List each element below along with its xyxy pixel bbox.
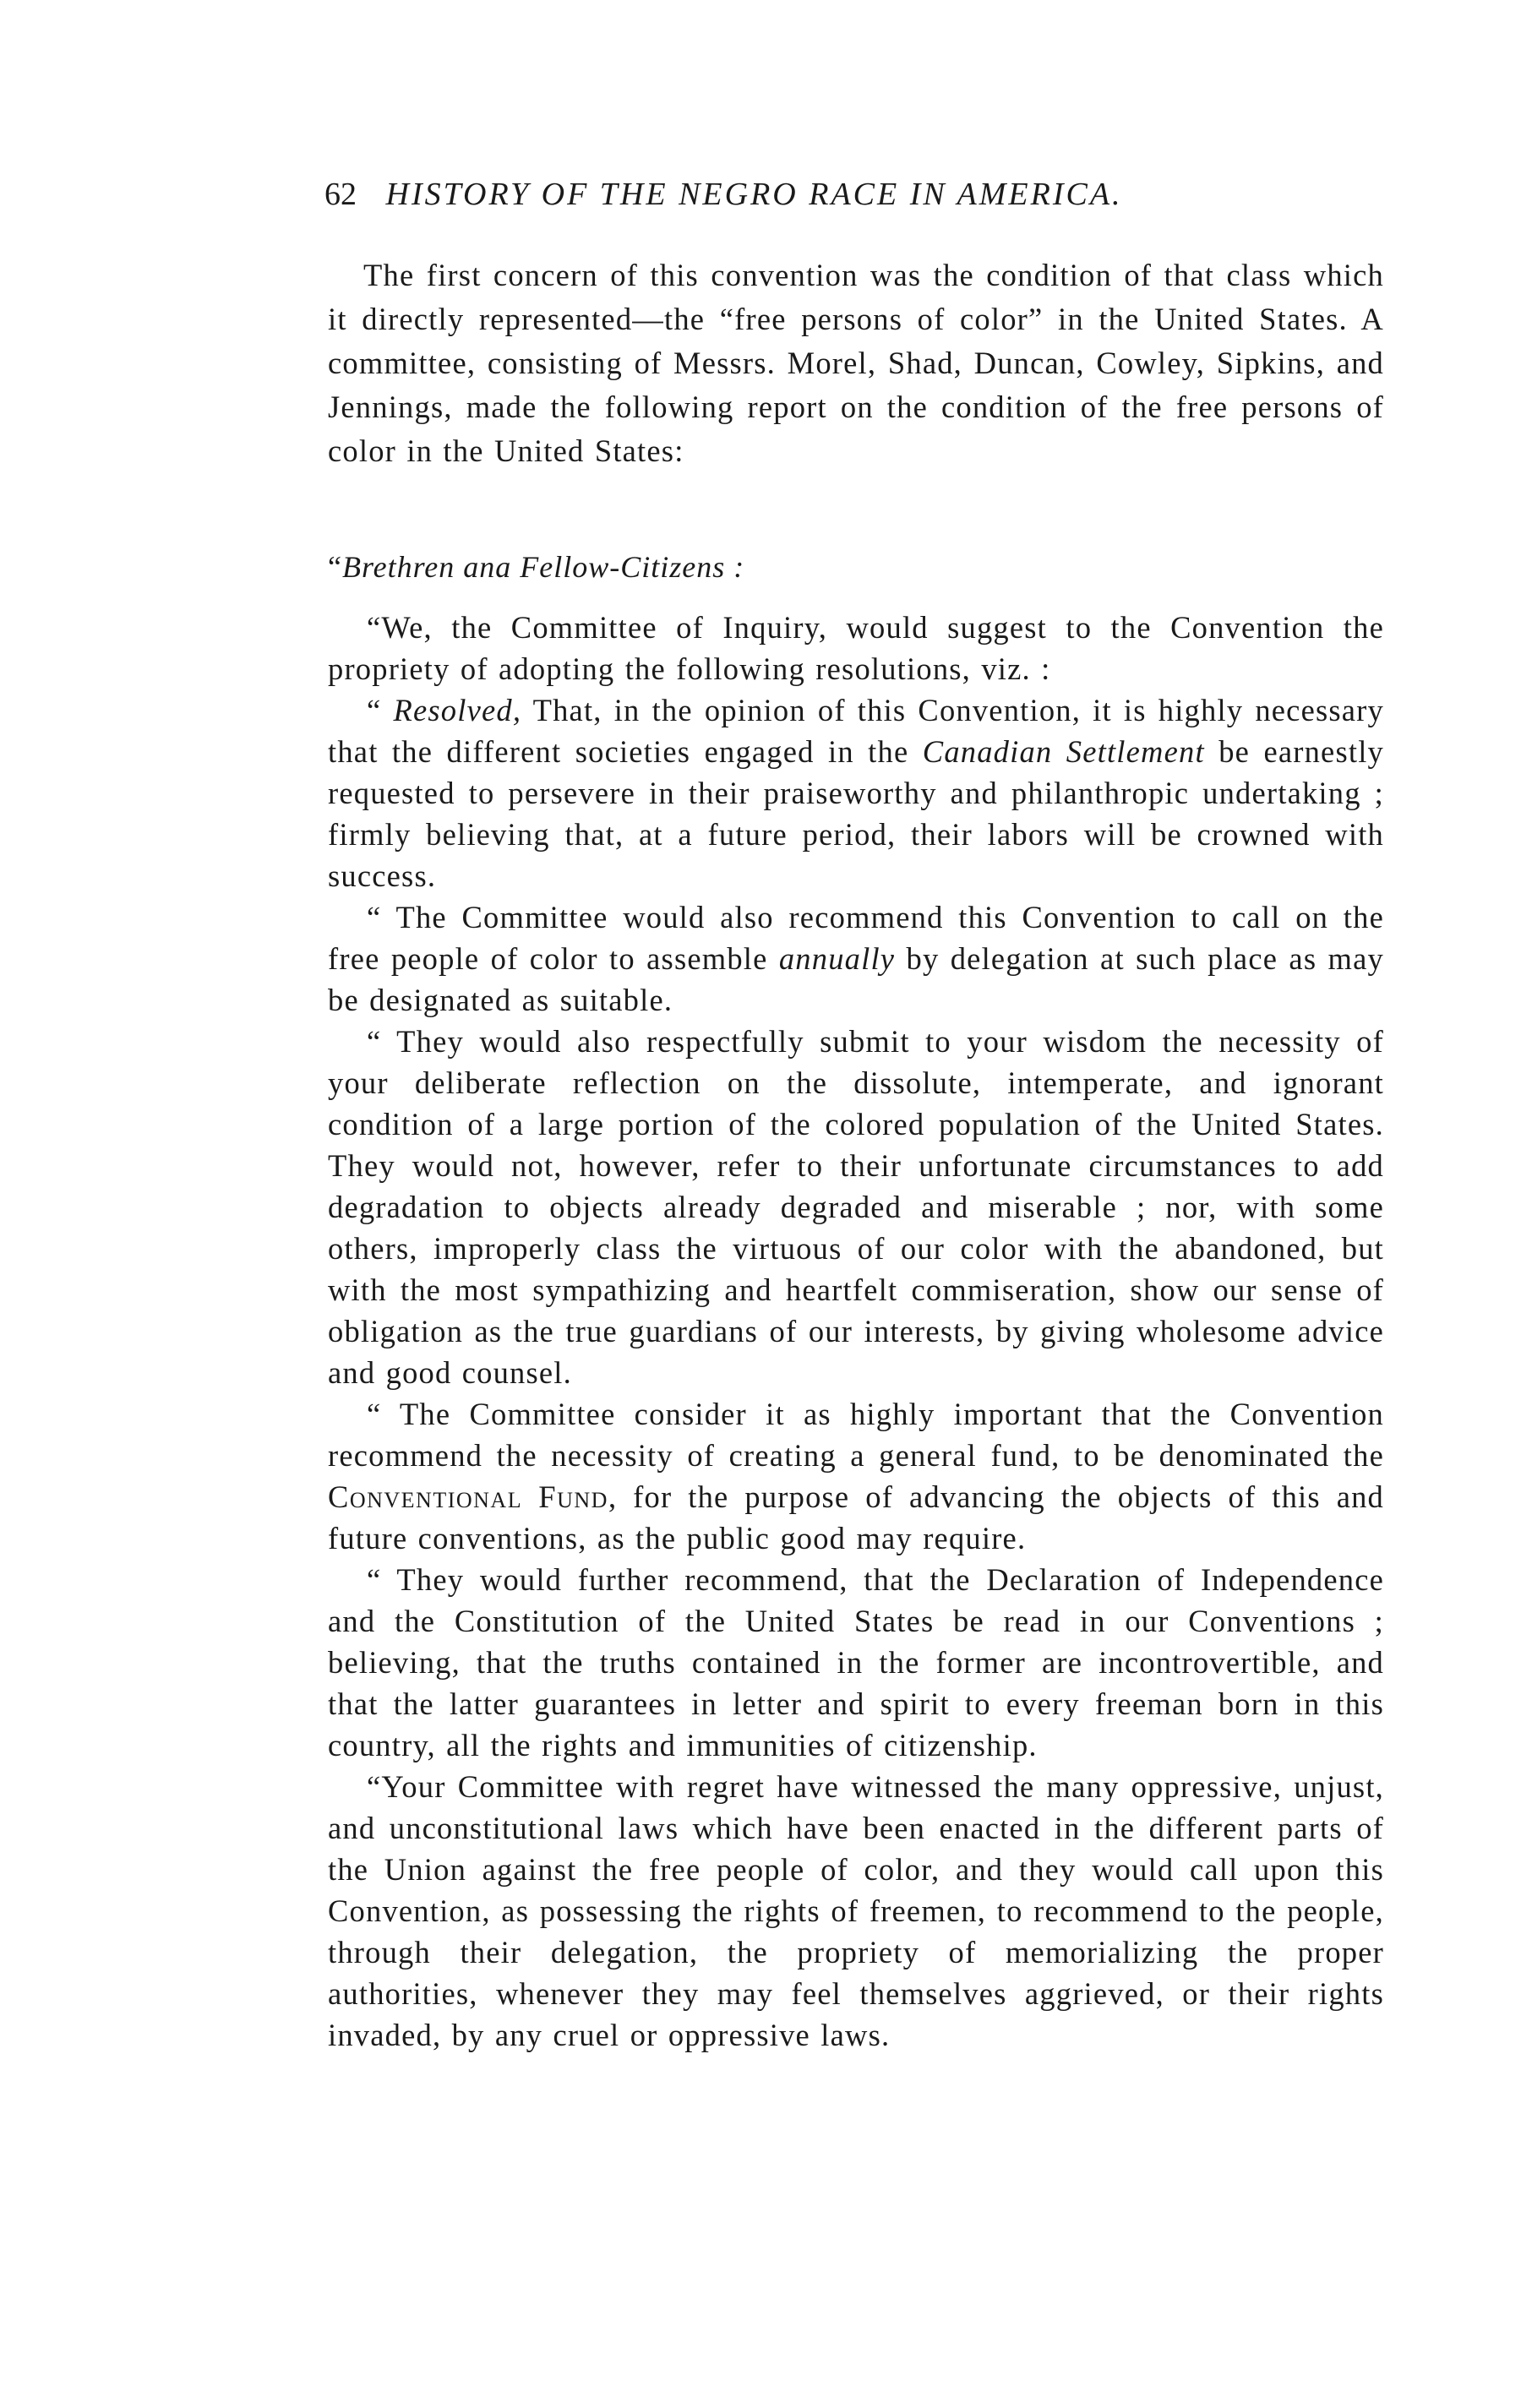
text-run: be earnestly requested to persevere in their praiseworthy and philanthropic undertaking ; firmly believing that, at a future period, their labors will be crowned with success. — [328, 734, 1384, 893]
conventional-fund-term: Conventional Fund — [328, 1479, 608, 1514]
salutation-open-quote: “ — [328, 550, 342, 584]
report-paragraph-4: “ They would also respectfully submit to your wisdom the necessity of your deliberate reflection on the dissolute, intemperate, and ignorant condition of a large portion of the colored population of the United States. They would not, however, refer to their unfortunate circumstances to add degradation to objects already degraded and miserable ; nor, with some others, improperly class the virtuous of our color with the abandoned, but with the most sympathizing and heartfelt commiseration, show our sense of obligation as the true guardians of our interests, by giving wholesome advice and good counsel. — [328, 1024, 1384, 1390]
text-run: by delegation at such place as may be designated as suitable. — [328, 941, 1384, 1017]
report-paragraph-3 — [328, 896, 1384, 1021]
running-head — [324, 173, 1389, 215]
report-paragraph-7: “Your Committee with regret have witnessed the many oppressive, unjust, and unconstitutional laws which have been enacted in the different parts of the Union against the free people of color, and they would call upon this Convention, as possessing the rights of freemen, to recommend to the people, through their delegation, the propriety of memorializing the proper authorities, whenever they may feel themselves aggrieved, or their rights invaded, by any cruel or oppressive laws. — [328, 1769, 1384, 2052]
committee-report — [328, 607, 1384, 2056]
text-run: , for the purpose of advancing the objects of this and future conventions, as the public good may require. — [328, 1479, 1384, 1555]
resolved-word: Resolved, — [393, 693, 522, 727]
canadian-settlement-term: Canadian Settlement — [922, 734, 1205, 769]
page-number: 62 — [324, 177, 357, 212]
report-paragraph-6: “ They would further recommend, that the Declaration of Independence and the Constitution of the United States be read in our Conventions ; believing, that the truths contained in the former are incontrovertible, and that the latter guarantees in letter and spirit to every freeman born in this country, all the rights and immunities of citizenship. — [328, 1562, 1384, 1762]
letter-salutation — [328, 546, 1384, 588]
report-paragraph-2 — [328, 689, 1384, 896]
report-paragraph-1: “We, the Committee of Inquiry, would suggest to the Convention the propriety of adopting the following resolutions, viz. : — [328, 610, 1384, 686]
intro-section — [328, 253, 1384, 473]
report-paragraph-5 — [328, 1393, 1384, 1559]
running-head-title: HISTORY OF THE NEGRO RACE IN AMERICA. — [385, 177, 1123, 212]
salutation-text: Brethren ana Fellow-Citizens : — [341, 550, 745, 584]
open-quote: “ — [367, 693, 394, 727]
text-run: “ The Committee consider it as highly important that the Convention recommend the necessity of creating a general fund, to be denominated the — [328, 1397, 1384, 1473]
intro-paragraph: The first concern of this convention was the condition of that class which it directly represented—the “free persons of color” in the United States. A committee, consisting of Messrs. Morel, Shad, Duncan, Cowley, Sipkins, and Jennings, made the following report on the condition of the free persons of color in the United States: — [328, 258, 1384, 468]
text-run: That, in the opinion of this Convention, it is highly necessary that the different societies engaged in the — [328, 693, 1384, 769]
annually-term: annually — [778, 941, 896, 976]
text-run: “ The Committee would also recommend this Convention to call on the free people of color to assemble — [328, 900, 1384, 976]
